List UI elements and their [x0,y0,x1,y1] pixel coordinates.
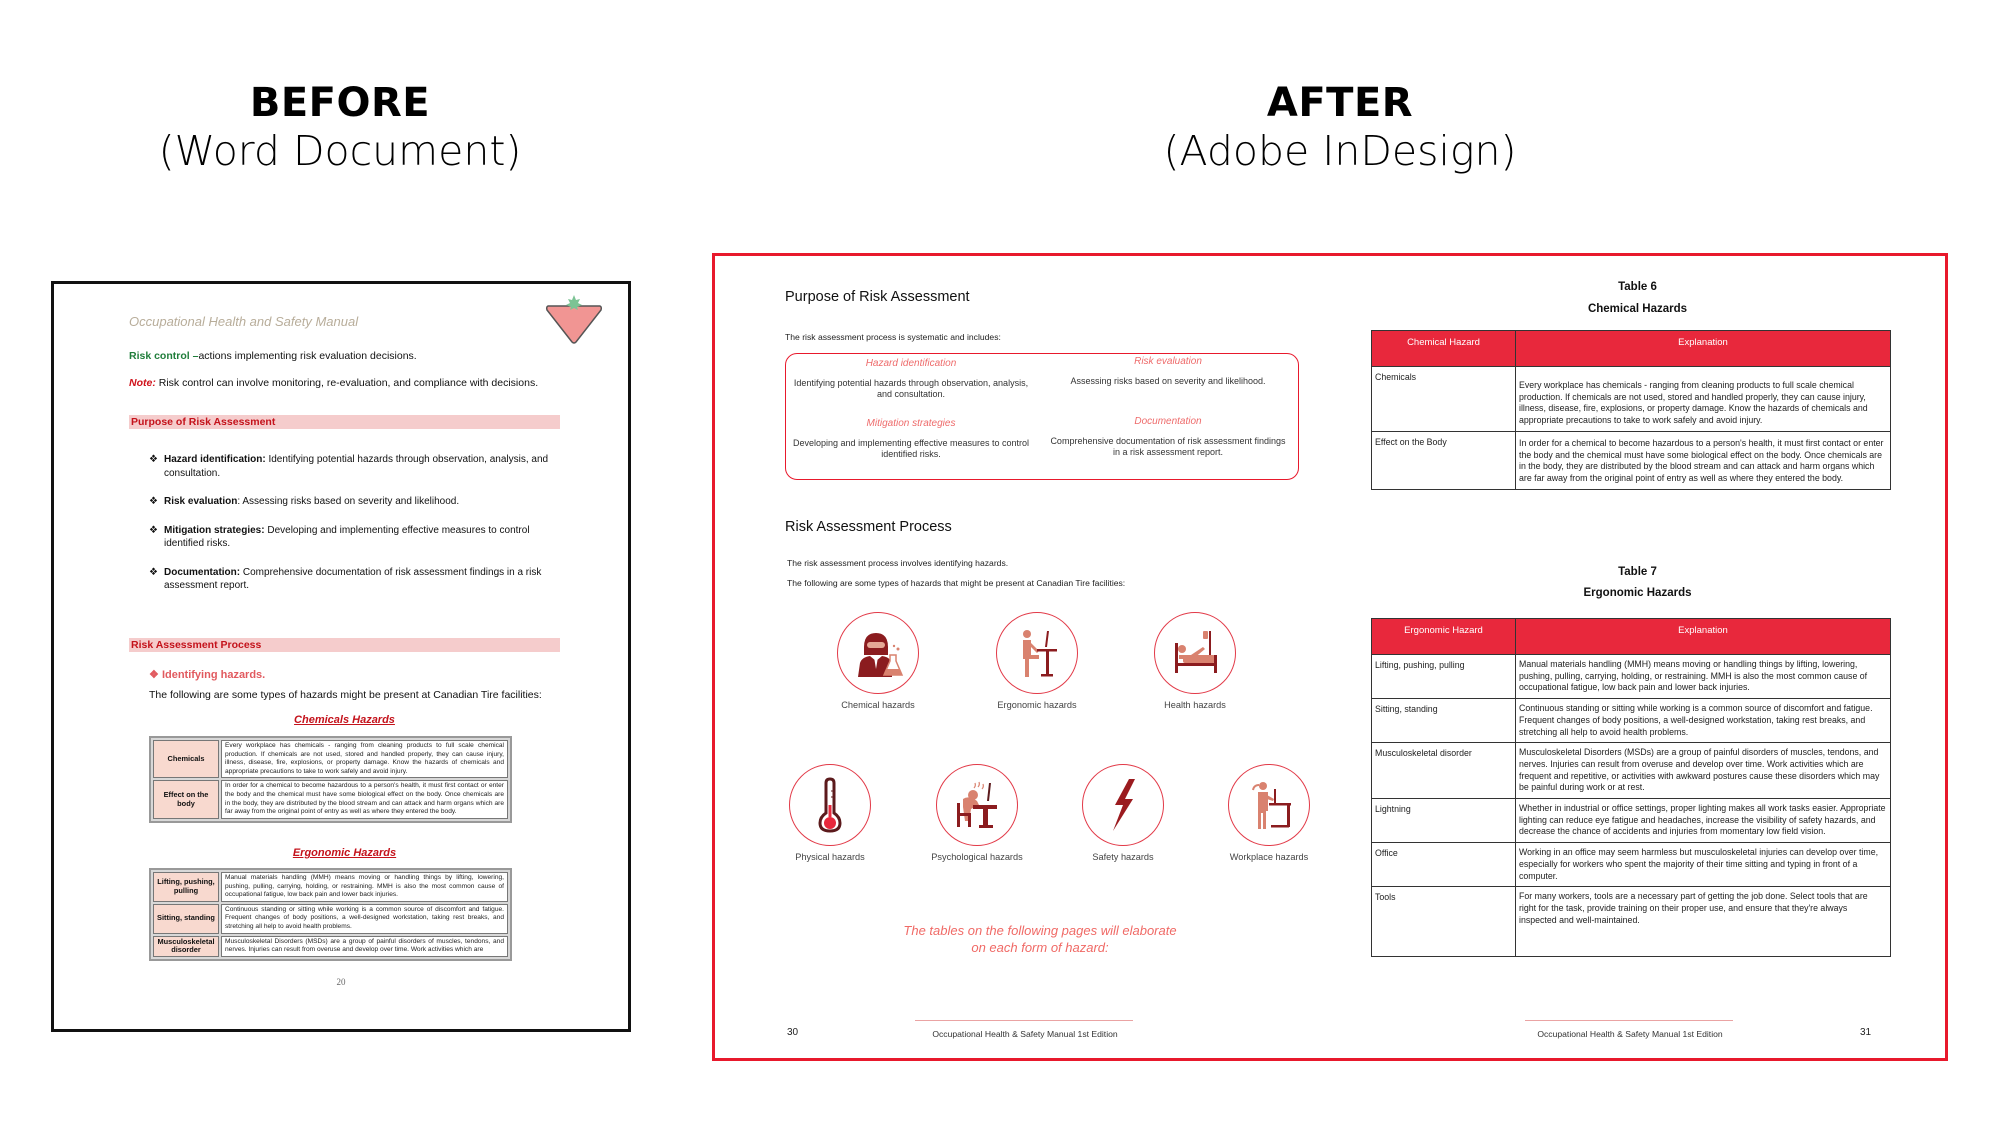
table-row [153,872,508,902]
hazard-label: Ergonomic hazards [997,700,1077,710]
hazard-cell: Effect on the Body [1372,431,1516,489]
indesign-spread [712,253,1948,1061]
row-label: Sitting, standing [153,904,219,934]
diamond-bullet-icon: ❖ [149,454,158,465]
step-title: Hazard identification [865,358,957,369]
worker-at-bench-icon [1241,777,1297,833]
table-row [1372,843,1891,887]
step-title: Risk evaluation [1134,356,1202,367]
footer-rule [915,1020,1133,1021]
explanation-cell: Manual materials handling (MMH) means moving or handling things by lifting, lowering, pushing, pulling, carrying, holding, or restraining. MMH is also the most common cause of occupational fatigue, low back pain and lower back injuries. [1516,655,1891,699]
hazard-label: Psychological hazards [931,852,1023,862]
chemical-hazards-table [1371,330,1891,490]
step-documentation [1048,416,1288,458]
steps-box [785,353,1299,480]
risk-control-text: actions implementing risk evaluation decisions. [198,350,417,362]
after-title: AFTER [1266,80,1414,126]
hazard-cell: Office [1372,843,1516,887]
page-number-left: 30 [787,1027,799,1038]
hazard-cell: Lightning [1372,799,1516,843]
risk-control-paragraph [129,350,417,362]
after-headline [1140,80,1540,176]
footer-text: Occupational Health & Safety Manual 1st Edition [932,1029,1118,1039]
column-header: Chemical Hazard [1372,331,1516,367]
word-section-process: Risk Assessment Process [129,638,560,652]
diamond-bullet-icon: ❖ [149,566,158,578]
hazard-label: Workplace hazards [1229,852,1309,862]
hazard-chemical [818,612,938,710]
word-intro: The following are some types of hazards might be present at Canadian Tire facilities: [149,689,542,701]
purpose-title: Purpose of Risk Assessment [785,289,970,305]
table-row [153,904,508,934]
word-bullet [149,453,561,480]
word-page-number: 20 [336,977,346,987]
table-row [153,936,508,957]
word-chem-table [149,736,512,823]
diamond-bullet-icon: ❖ [149,524,158,536]
row-text: Manual materials handling (MMH) means moving or handling things by lifting, lowering, pushing, pulling, carrying, holding, or restraining. MMH is also the most common cause of occupational fatigue, low back pain and lower back injuries. [221,872,508,902]
hazard-label: Physical hazards [795,852,865,862]
hazard-cell: Musculoskeletal disorder [1372,743,1516,799]
bullet-text: Developing and implementing effective measures to control identified risks. [164,524,530,549]
lightning-bolt-icon [1095,777,1151,833]
bullet-term: Mitigation strategies: [164,524,265,536]
bullet-text: Comprehensive documentation of risk assessment findings in a risk assessment report. [164,566,542,591]
word-subhead [149,668,265,681]
word-ergo-table [149,868,512,961]
column-header: Ergonomic Hazard [1372,619,1516,655]
word-bullet [149,524,561,551]
hazard-label: Health hazards [1164,700,1226,710]
step-desc: Developing and implementing effective measures to control identified risks. [793,438,1029,459]
standing-desk-icon [1009,625,1065,681]
row-label: Musculoskeletal disorder [153,936,219,957]
diamond-bullet-icon: ❖ [149,669,159,681]
risk-control-term: Risk control – [129,350,199,362]
step-desc: Identifying potential hazards through observation, analysis, and consultation. [793,378,1029,399]
step-desc: Comprehensive documentation of risk assessment findings in a risk assessment report. [1050,436,1286,457]
row-text: In order for a chemical to become hazardous to a person's health, it must first contact or enter the body and the chemical must have some biological effect on the body. Once chemicals are in the body, they are distributed by the blood stream and can attack and harm organs which are far away from the original point of entry as well as where they entered the body. [221,780,508,818]
subhead-text: Identifying hazards. [161,669,266,681]
process-title: Risk Assessment Process [785,519,952,535]
chemist-icon [850,625,906,681]
footer-rule [1525,1020,1733,1021]
step-mitigation-strategies [791,418,1031,460]
table-row [1372,367,1891,432]
row-label: Chemicals [153,740,219,778]
row-text: Musculoskeletal Disorders (MSDs) are a group of painful disorders of muscles, tendons, and nerves. Injuries can result from overuse and develop over time. Work activities which are [221,936,508,957]
row-text: Every workplace has chemicals - ranging from cleaning products to full scale chemical production. If chemicals are not used, stored and handled properly, they can cause injury, illness, disease, fire, explosions, or property damage. Know the hazards of chemicals and appropriate precautions to take to work safely and avoid injury. [221,740,508,778]
row-text: Continuous standing or sitting while working is a common source of discomfort and fatigue. Frequent changes of body positions, a well-designed workstation, taking rest breaks, and stretching all help to avoid health problems. [221,904,508,934]
after-subtitle: (Adobe InDesign) [1163,127,1517,176]
word-ergo-title: Ergonomic Hazards [292,847,397,859]
hazard-safety [1063,764,1183,862]
bullet-text: : Assessing risks based on severity and likelihood. [237,496,460,507]
word-chem-title: Chemicals Hazards [294,714,395,726]
column-header: Explanation [1516,331,1891,367]
table7-number: Table 7 [1618,566,1657,578]
hazard-cell: Tools [1372,887,1516,957]
hazard-ergonomic [977,612,1097,710]
before-title: BEFORE [249,80,431,126]
table-row [153,780,508,818]
word-bullet [149,566,561,593]
diamond-bullet-icon: ❖ [149,496,158,507]
process-intro-a: The risk assessment process involves identifying hazards. [787,558,1009,568]
row-label: Effect on the body [153,780,219,818]
word-section-purpose: Purpose of Risk Assessment [129,415,560,429]
hazard-physical [770,764,890,862]
table-header-row [1372,331,1891,367]
hazard-label: Safety hazards [1092,852,1154,862]
before-headline [140,80,540,176]
table-header-row [1372,619,1891,655]
purpose-intro: The risk assessment process is systematic and includes: [785,332,1001,342]
step-desc: Assessing risks based on severity and likelihood. [1070,376,1266,386]
page-number-right: 31 [1860,1027,1872,1038]
process-intro-b: The following are some types of hazards that might be present at Canadian Tire facilities: [787,578,1126,588]
word-header: Occupational Health and Safety Manual [129,314,359,329]
thermometer-icon [802,777,858,833]
step-hazard-identification [791,358,1031,400]
stressed-worker-icon [949,777,1005,833]
left-page [715,256,1330,1058]
explanation-cell: In order for a chemical to become hazardous to a person's health, it must first contact or enter the body and the chemical must have some biological effect on the body. Once chemicals are in the body, they are distributed by the blood stream and can attack and harm organs which are far away from the original point of entry as well as where they entered the body. [1516,431,1891,489]
table-row [1372,655,1891,699]
hazard-cell: Chemicals [1372,367,1516,432]
canadian-tire-logo-icon [544,292,604,347]
hazard-health [1135,612,1255,710]
table6-number: Table 6 [1618,281,1657,293]
tables-callout: The tables on the following pages will elaborate on each form of hazard: [903,923,1177,955]
bullet-text: Identifying potential hazards through observation, analysis, and consultation. [164,454,549,479]
word-bullet [149,495,561,509]
hazard-cell: Sitting, standing [1372,699,1516,743]
bullet-term: Hazard identification: [164,454,266,465]
note-text: Risk control can involve monitoring, re-evaluation, and compliance with decisions. [155,377,539,389]
explanation-cell: Every workplace has chemicals - ranging from cleaning products to full scale chemical production. If chemicals are not used, stored and handled properly, they can cause injury, illness, disease, fire, explosions, or property damage. Know the hazards of chemicals and appropriate precautions to take to work safely and avoid injury. [1516,367,1891,432]
row-label: Lifting, pushing, pulling [153,872,219,902]
table-row [1372,887,1891,957]
table7-title: Ergonomic Hazards [1583,587,1692,599]
word-document-page [51,281,631,1032]
table-row [1372,431,1891,489]
ergonomic-hazards-table [1371,618,1891,957]
table-row [1372,799,1891,843]
note-label: Note: [129,377,156,389]
hazard-workplace [1209,764,1329,862]
table6-title: Chemical Hazards [1587,303,1688,315]
step-title: Documentation [1134,416,1202,427]
column-header: Explanation [1516,619,1891,655]
step-title: Mitigation strategies [866,418,956,429]
explanation-cell: Working in an office may seem harmless but musculoskeletal injuries can develop over time, especially for workers who spent the majority of their time sitting and typing in front of a computer. [1516,843,1891,887]
explanation-cell: Continuous standing or sitting while working is a common source of discomfort and fatigue. Frequent changes of body positions, a well-designed workstation, taking rest breaks, and stretching all help to avoid health problems. [1516,699,1891,743]
explanation-cell: Musculoskeletal Disorders (MSDs) are a group of painful disorders of muscles, tendons, and nerves. Injuries can result from overuse and develop over time. Work activities which are frequent and repetitive, or activities with awkward postures cause these disorders which may be painful during work or at rest. [1516,743,1891,799]
explanation-cell: For many workers, tools are a necessary part of getting the job done. Select tools that are right for the task, provide training on their proper use, and ensure that they're always inspected and well-maintained. [1516,887,1891,957]
footer-text: Occupational Health & Safety Manual 1st Edition [1537,1029,1723,1039]
table-row [153,740,508,778]
word-bullet-list [149,453,561,608]
hospital-bed-icon [1167,625,1223,681]
table-row [1372,743,1891,799]
step-risk-evaluation [1048,356,1288,387]
explanation-cell: Whether in industrial or office settings, proper lighting makes all work tasks easier. Appropriate lighting can reduce eye fatigue and headaches, increase the visibility of safety hazards, and decrease the chance of accidents and injuries from momentary low field vision. [1516,799,1891,843]
hazard-cell: Lifting, pushing, pulling [1372,655,1516,699]
hazard-psychological [917,764,1037,862]
bullet-term: Documentation: [164,566,241,578]
bullet-term: Risk evaluation [164,496,238,507]
before-subtitle: (Word Document) [158,127,522,176]
hazard-label: Chemical hazards [841,700,915,710]
table-row [1372,699,1891,743]
note-paragraph [129,377,538,389]
